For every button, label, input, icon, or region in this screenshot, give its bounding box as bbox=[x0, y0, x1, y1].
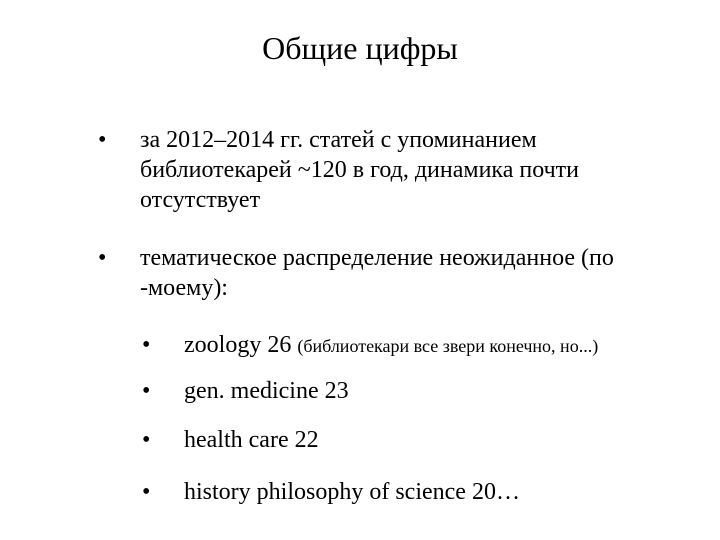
bullet-marker: • bbox=[98, 245, 107, 271]
sub-bullet-marker: • bbox=[142, 427, 151, 453]
sub-bullet-history-philosophy bbox=[142, 477, 712, 507]
sub-bullet-marker: • bbox=[142, 378, 151, 404]
bullet-item-yearly-count bbox=[98, 125, 698, 215]
bullet-line: тематическое распределение неожиданное (по bbox=[140, 245, 614, 271]
sub-bullet-text: gen. medicine 23 bbox=[184, 378, 349, 404]
sub-bullet-text bbox=[184, 330, 598, 361]
sub-bullet-gen-medicine bbox=[142, 376, 712, 406]
slide-title bbox=[0, 28, 720, 68]
bullet-line: -моему): bbox=[140, 275, 228, 301]
slide-title-text: Общие цифры bbox=[262, 30, 458, 66]
bullet-line: библиотекарей ~120 в год, динамика почти bbox=[140, 157, 579, 183]
sub-bullet-marker: • bbox=[142, 332, 151, 358]
sub-bullet-main: zoology 26 bbox=[184, 332, 292, 358]
bullet-line: за 2012–2014 гг. статей с упоминанием bbox=[140, 127, 537, 153]
sub-bullet-marker: • bbox=[142, 479, 151, 505]
bullet-line: отсутствует bbox=[140, 187, 261, 213]
bullet-marker: • bbox=[98, 127, 107, 153]
sub-bullet-text: history philosophy of science 20… bbox=[184, 479, 520, 505]
bullet-item-topic-distribution bbox=[98, 243, 698, 303]
sub-bullet-zoology bbox=[142, 330, 712, 361]
sub-bullet-note: (библиотекари все звери конечно, но...) bbox=[297, 336, 599, 356]
sub-bullet-text: health care 22 bbox=[184, 427, 319, 453]
sub-bullet-health-care bbox=[142, 425, 712, 455]
